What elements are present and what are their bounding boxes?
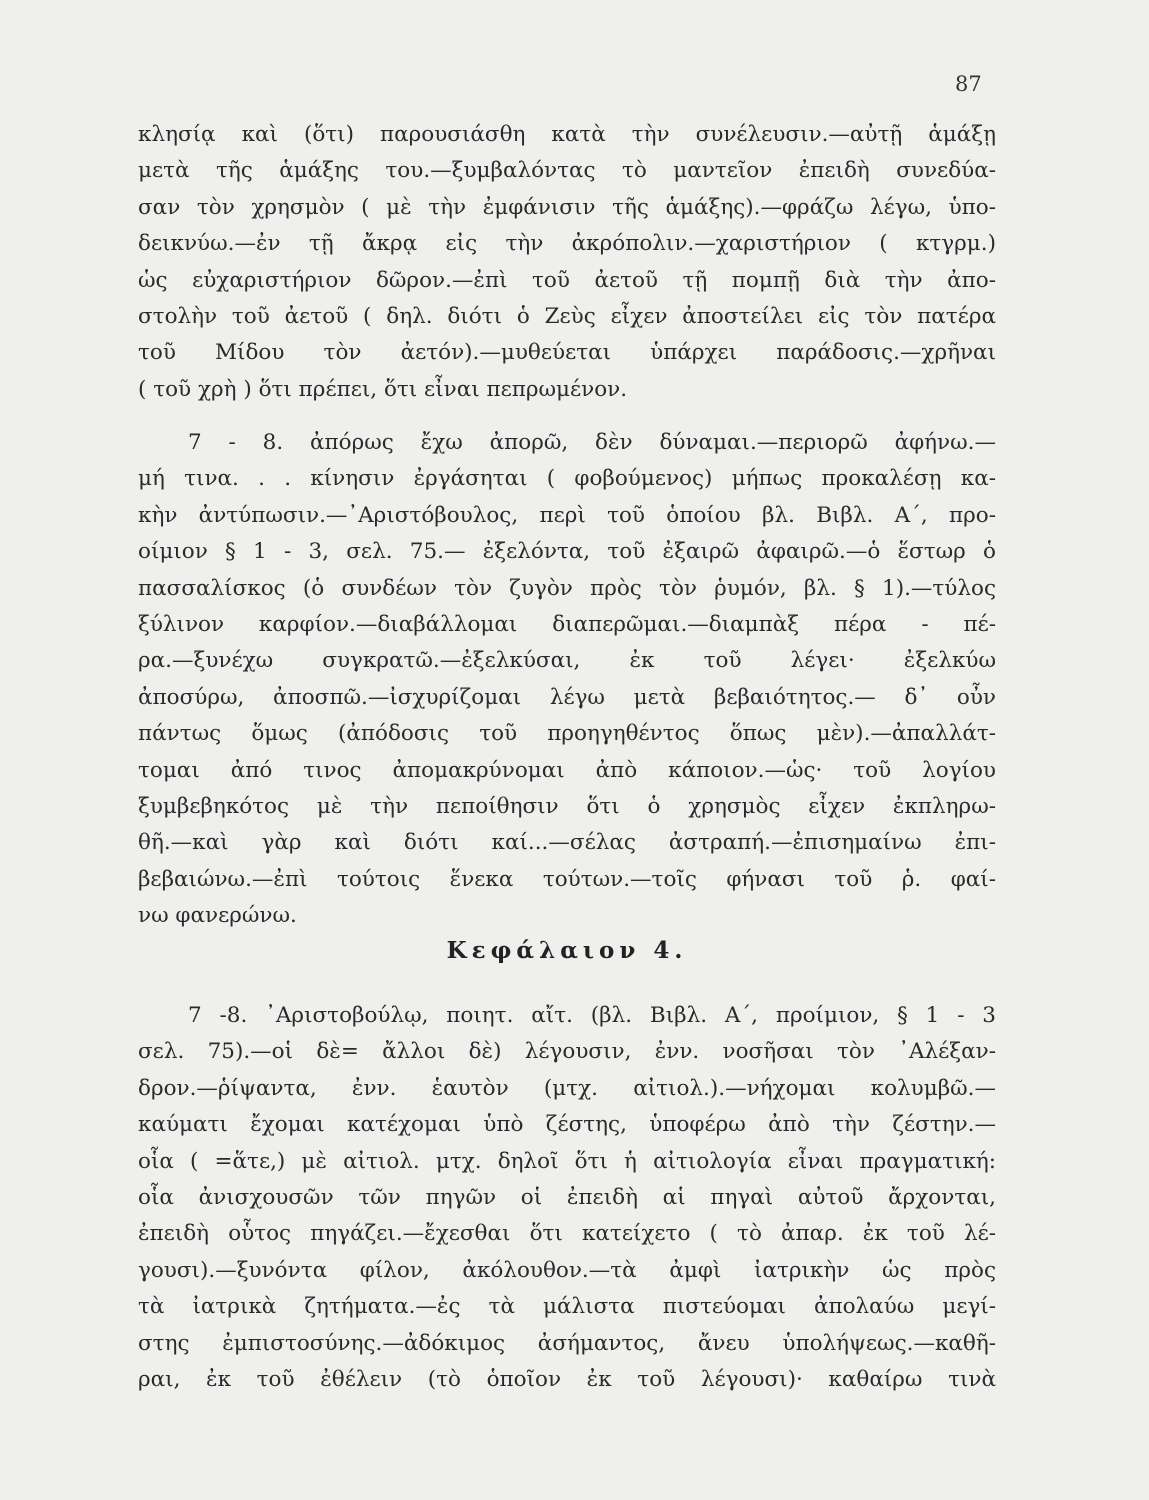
text-line: κλησίᾳ καὶ (ὅτι) παρουσιάσθη κατὰ τὴν συνέλευσιν.—αὐτῇ ἁμάξῃ <box>138 122 996 147</box>
text-line: οἷα ( =ἅτε,) μὲ αἰτιολ. μτχ. δηλοῖ ὅτι ἡ αἰτιολογία εἶναι πραγματική: <box>138 1148 996 1174</box>
text-line: βεβαιώνω.—ἐπὶ τούτοις ἕνεκα τούτων.—τοῖς φήνασι τοῦ ῥ. φαί- <box>138 866 996 892</box>
text-line: ( τοῦ χρὴ ) ὅτι πρέπει, ὅτι εἶναι πεπρωμένον. <box>138 376 628 402</box>
text-line: οἷα ἀνισχουσῶν τῶν πηγῶν οἱ ἐπειδὴ αἱ πηγαὶ αὐτοῦ ἄρχονται, <box>138 1184 996 1210</box>
text-line: δρον.—ῥίψαντα, ἐνν. ἑαυτὸν (μτχ. αἰτιολ.).—νήχομαι κολυμβῶ.— <box>138 1075 996 1101</box>
text-line: ξύλινον καρφίον.—διαβάλλομαι διαπερῶμαι.—διαμπὰξ πέρα - πέ- <box>138 611 996 637</box>
text-line: δεικνύω.—ἐν τῇ ἄκρᾳ εἰς τὴν ἀκρόπολιν.—χαριστήριον ( κτγρμ.) <box>138 231 996 257</box>
text-line: πάντως ὅμως (ἀπόδοσις τοῦ προηγηθέντος ὅπως μὲν).—ἀπαλλάτ- <box>138 721 996 747</box>
text-line: σαν τὸν χρησμὸν ( μὲ τὴν ἐμφάνισιν τῆς ἁμάξης).—φράζω λέγω, ὑπο- <box>138 194 996 220</box>
text-line: μετὰ τῆς ἁμάξης του.—ξυμβαλόντας τὸ μαντεῖον ἐπειδὴ συνεδύα- <box>138 158 996 184</box>
text-line: 7 - 8. ἀπόρως ἔχω ἀπορῶ, δὲν δύναμαι.—περιορῶ ἀφήνω.— <box>188 430 996 455</box>
text-line: ρα.—ξυνέχω συγκρατῶ.—ἐξελκύσαι, ἐκ τοῦ λέγει· ἐξελκύω <box>138 648 996 674</box>
text-line: ἐπειδὴ οὗτος πηγάζει.—ἔχεσθαι ὅτι κατείχετο ( τὸ ἀπαρ. ἐκ τοῦ λέ- <box>138 1221 996 1247</box>
text-line: κὴν ἀντύπωσιν.—᾿Αριστόβουλος, περὶ τοῦ ὁποίου βλ. Βιβλ. Α΄, προ- <box>138 502 996 528</box>
text-line: στης ἐμπιστοσύνης.—ἀδόκιμος ἀσήμαντος, ἄνευ ὑπολήψεως.—καθῆ- <box>138 1330 996 1356</box>
text-line: νω φανερώνω. <box>138 903 297 929</box>
text-line: ξυμβεβηκότος μὲ τὴν πεποίθησιν ὅτι ὁ χρησμὸς εἶχεν ἐκπληρω- <box>138 793 996 819</box>
text-line: 7 -8. ᾿Αριστοβούλῳ, ποιητ. αἴτ. (βλ. Βιβλ. Α΄, προίμιον, § 1 - 3 <box>188 1003 996 1028</box>
text-line: τομαι ἀπό τινος ἀπομακρύνομαι ἀπὸ κάποιον.—ὡς· τοῦ λογίου <box>138 757 996 783</box>
text-line: μή τινα. . . κίνησιν ἐργάσηται ( φοβούμενος) μήπως προκαλέσῃ κα- <box>138 466 996 492</box>
text-line: ὡς εὐχαριστήριον δῶρον.—ἐπὶ τοῦ ἀετοῦ τῇ πομπῇ διὰ τὴν ἀπο- <box>138 267 996 293</box>
text-line: τὰ ἰατρικὰ ζητήματα.—ἐς τὰ μάλιστα πιστεύομαι ἀπολαύω μεγί- <box>138 1294 996 1320</box>
text-line: γουσι).—ξυνόντα φίλον, ἀκόλουθον.—τὰ ἀμφὶ ἰατρικὴν ὡς πρὸς <box>138 1257 996 1283</box>
page-number: 87 <box>955 72 982 96</box>
text-line: ἀποσύρω, ἀποσπῶ.—ἰσχυρίζομαι λέγω μετὰ βεβαιότητος.— δ᾿ οὖν <box>138 684 996 710</box>
text-line: τοῦ Μίδου τὸν ἀετόν).—μυθεύεται ὑπάρχει παράδοσις.—χρῆναι <box>138 340 996 366</box>
paragraph-1 <box>138 117 996 408</box>
text-line: καύματι ἔχομαι κατέχομαι ὑπὸ ζέστης, ὑποφέρω ἀπὸ τὴν ζέστην.— <box>138 1112 996 1138</box>
text-line: θῆ.—καὶ γὰρ καὶ διότι καί...—σέλας ἀστραπή.—ἐπισημαίνω ἐπι- <box>138 830 996 856</box>
text-line: σελ. 75).—οἱ δὲ= ἄλλοι δὲ) λέγουσιν, ἐνν. νοσῆσαι τὸν ᾿Αλέξαν- <box>138 1039 996 1065</box>
paragraph-3 <box>138 998 996 1398</box>
text-line: πασσαλίσκος (ὁ συνδέων τὸν ζυγὸν πρὸς τὸν ῥυμόν, βλ. § 1).—τύλος <box>138 575 996 601</box>
text-line: στολὴν τοῦ ἀετοῦ ( δηλ. διότι ὁ Ζεὺς εἶχεν ἀποστείλει εἰς τὸν πατέρα <box>138 303 996 329</box>
chapter-heading: Κεφάλαιον 4. <box>446 937 688 964</box>
text-line: ραι, ἐκ τοῦ ἐθέλειν (τὸ ὁποῖον ἐκ τοῦ λέγουσι)· καθαίρω τινὰ <box>138 1366 996 1392</box>
paragraph-2 <box>138 425 996 934</box>
text-line: οίμιον § 1 - 3, σελ. 75.— ἐξελόντα, τοῦ ἐξαιρῶ ἀφαιρῶ.—ὁ ἕστωρ ὁ <box>138 539 996 565</box>
